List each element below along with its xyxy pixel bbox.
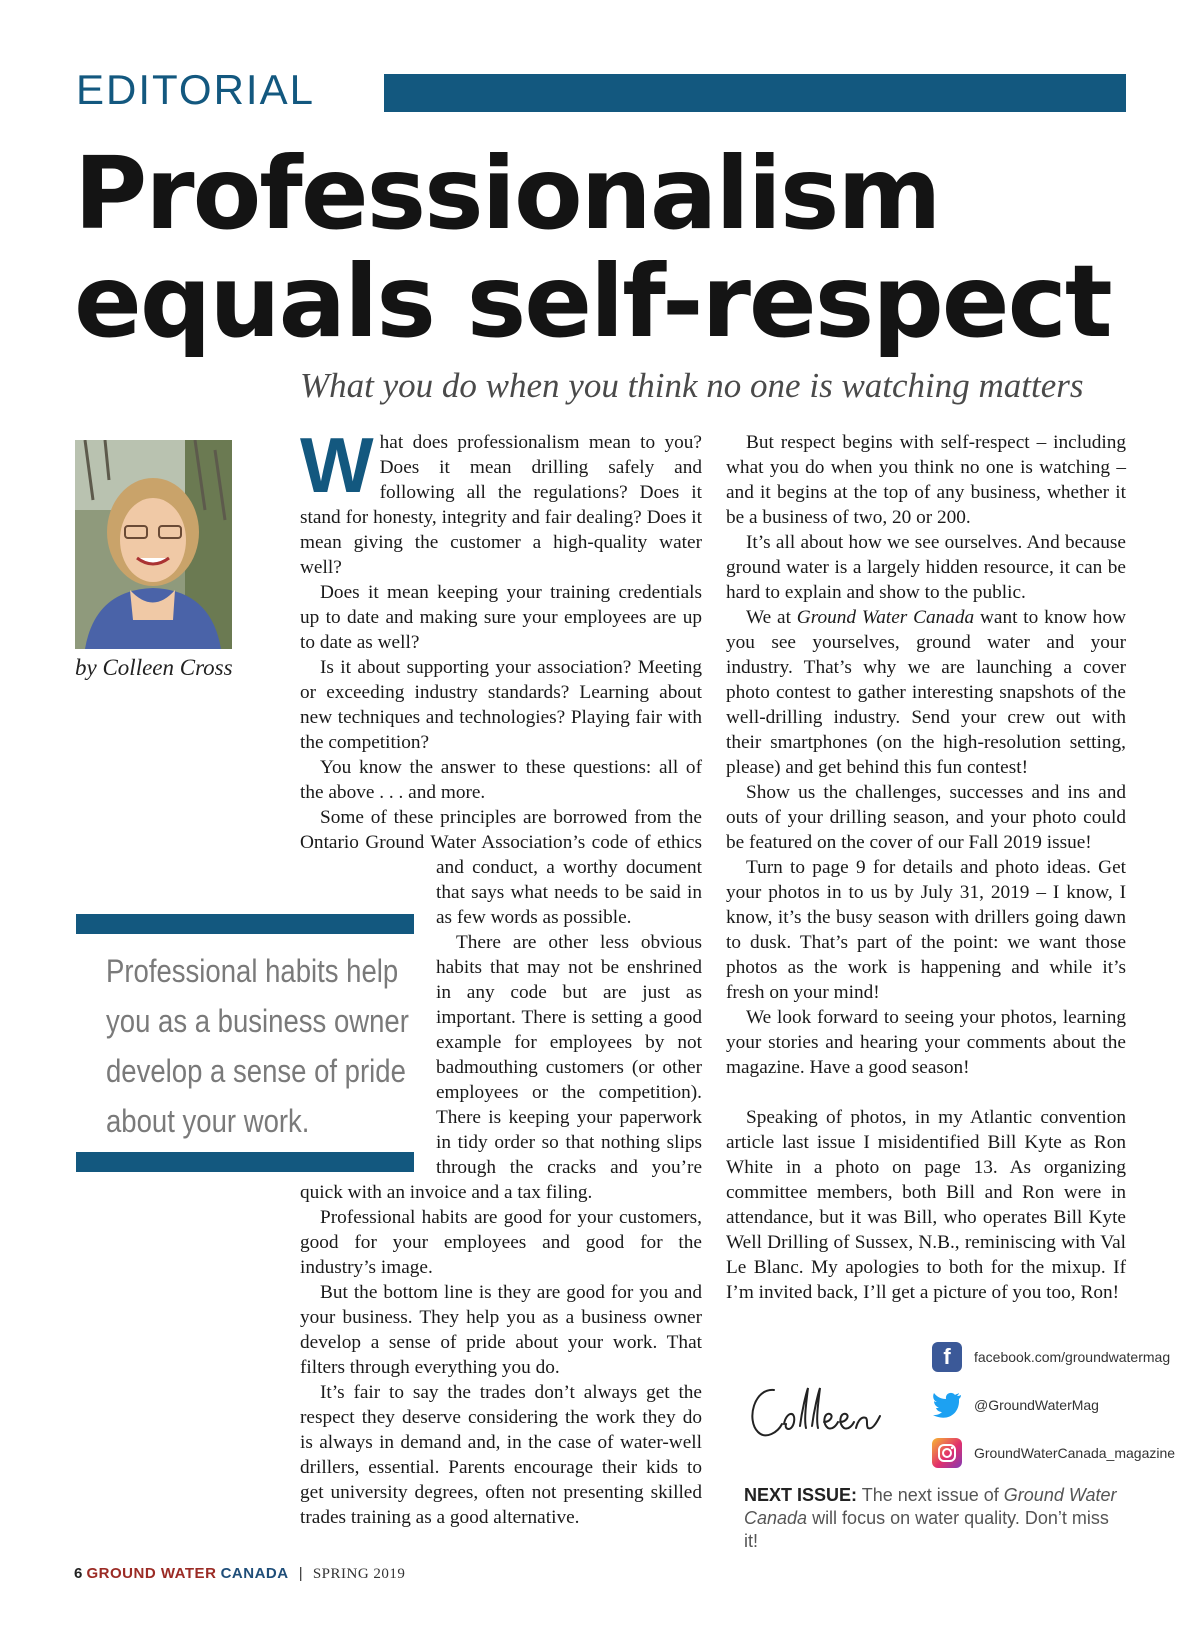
- section-label: EDITORIAL: [76, 66, 315, 113]
- paragraph: It’s all about how we see ourselves. And because ground water is a largely hidden resource, it can be hard to explain and show to the public.: [726, 532, 1126, 603]
- paragraph: Some of these principles are borrowed from the Ontario Ground Water Association’s code of ethics and conduct, a worthy document that says what needs to be said in as few words as possible.: [300, 807, 702, 928]
- facebook-handle: facebook.com/groundwatermag: [974, 1349, 1171, 1365]
- next-issue-note: NEXT ISSUE: The next issue of Ground Water Canada will focus on water quality. Don’t miss it!: [744, 1485, 1117, 1551]
- paragraph: You know the answer to these questions: all of the above . . . and more.: [300, 757, 702, 803]
- facebook-icon: f: [932, 1342, 962, 1372]
- paragraph: There are other less obvious habits that may not be enshrined in any code but are just as important. There is setting a good example for employees by not badmouthing customers (or other employees or the competition). There is keeping your paperwork in tidy order so that nothing slips through the cracks and you’re quick with an invoice and a tax filing.: [300, 932, 702, 1203]
- magazine-name-part-2: CANADA: [220, 1565, 289, 1582]
- paragraph: Does it mean keeping your training credentials up to date and making sure your employees are up to date as well?: [300, 582, 702, 653]
- paragraph: Show us the challenges, successes and ins and outs of your drilling season, and your photo could be featured on the cover of our Fall 2019 issue!: [726, 782, 1126, 853]
- section-rule: [384, 74, 1126, 112]
- instagram-handle: GroundWaterCanada_magazine: [974, 1445, 1176, 1461]
- magazine-name-part-1: GROUND WATER: [86, 1565, 217, 1582]
- signature: [744, 1380, 894, 1447]
- page-footer: [74, 1565, 405, 1583]
- headline-line-1: Professionalism: [74, 135, 940, 252]
- paragraph: We at Ground Water Canada want to know how you see yourselves, ground water and your industry. That’s why we are launching a cover photo contest to gather interesting snapshots of the well-drilling industry. Send your crew out with their smartphones (on the high-resolution setting, please) and get behind this fun contest!: [726, 607, 1126, 778]
- headline-line-2: equals self-respect: [74, 243, 1111, 360]
- author-photo: [75, 440, 232, 649]
- twitter-icon: [932, 1390, 962, 1420]
- page-number: 6: [74, 1565, 83, 1582]
- paragraph: Turn to page 9 for details and photo ideas. Get your photos in to us by July 31, 2019 – I know, I know, it’s the busy season with drillers going dawn to dusk. That’s part of the point: we want those photos as the work is happening and while it’s fresh on your mind!: [726, 857, 1126, 1003]
- byline: by Colleen Cross: [75, 655, 233, 680]
- paragraph: Speaking of photos, in my Atlantic convention article last issue I misidentified Bill Kyte as Ron White in a photo on page 13. As organizing committee members, both Bill and Ron were in attendance, but it was Bill, who operates Bill Kyte Well Drilling of Sussex, N.B., reminiscing with Val Le Blanc. My apologies to both for the mixup. If I’m invited back, I’ll get a picture of you too, Ron!: [726, 1107, 1126, 1303]
- headline: [74, 135, 1111, 360]
- pull-quote: Professional habits help you as a business owner develop a sense of pride about your work.: [106, 953, 409, 1139]
- paragraph: We look forward to seeing your photos, learning your stories and hearing your comments about the magazine. Have a good season!: [726, 1007, 1126, 1078]
- paragraph: But respect begins with self-respect – including what you do when you think no one is watching – and it begins at the top of any business, whether it be a business of two, 20 or 200.: [726, 432, 1126, 528]
- pullquote-rule-top: [76, 914, 414, 934]
- instagram-link[interactable]: [932, 1438, 1175, 1468]
- paragraph: But the bottom line is they are good for you and your business. They help you as a business owner develop a sense of pride about your work. That filters through everything you do.: [300, 1282, 702, 1378]
- paragraph: Is it about supporting your association? Meeting or exceeding industry standards? Learning about new techniques and technologies? Playing fair with the competition?: [300, 657, 702, 753]
- issue-date: SPRING 2019: [312, 1566, 406, 1582]
- twitter-link[interactable]: [932, 1390, 1099, 1420]
- paragraph: What does professionalism mean to you? Does it mean drilling safely and following all the regulations? Does it stand for honesty, integrity and fair dealing? Does it mean giving the customer a high-quality water well?: [300, 421, 702, 578]
- twitter-handle: @GroundWaterMag: [974, 1397, 1099, 1413]
- footer-separator: |: [298, 1565, 303, 1582]
- author-portrait-image: [75, 440, 232, 649]
- drop-cap: W: [300, 421, 374, 509]
- pullquote-rule-bottom: [76, 1152, 414, 1172]
- paragraph: It’s fair to say the trades don’t always get the respect they deserve considering the work they do is always in demand and, in the case of water-well drillers, essential. Parents encourage their kids to get university degrees, often not presenting skilled trades training as a good alternative.: [300, 1382, 702, 1528]
- deck: What you do when you think no one is watching matters: [300, 366, 1084, 405]
- facebook-link[interactable]: [932, 1342, 1170, 1372]
- paragraph: Professional habits are good for your customers, good for your employees and good for the industry’s image.: [300, 1207, 702, 1278]
- article-column-2: [726, 430, 1126, 1305]
- next-issue-label: NEXT ISSUE:: [744, 1485, 858, 1505]
- instagram-icon: [932, 1438, 962, 1468]
